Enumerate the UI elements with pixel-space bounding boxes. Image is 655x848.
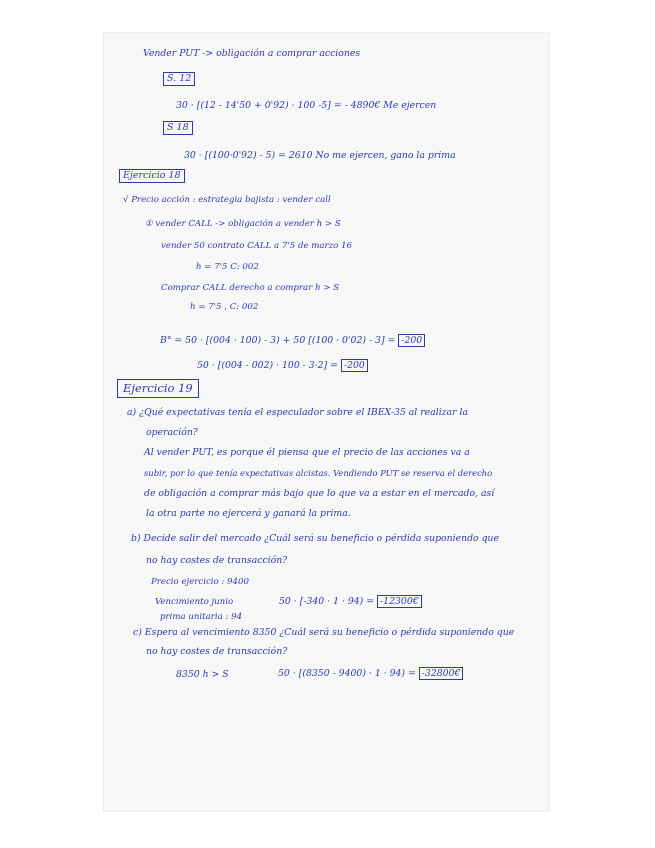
b-precio-ejercicio: Precio ejercicio : 9400 — [151, 577, 249, 587]
q-a-line-2: operación? — [146, 427, 198, 438]
c-calc-text: 50 · [(8350 - 9400) · 1 · 94) = — [278, 668, 416, 679]
ej18-line-5: Comprar CALL derecho a comprar h > S — [161, 283, 340, 293]
answer-a-line-3: de obligación a comprar más bajo que lo que va a estar en el mercado, así — [144, 488, 495, 499]
b-calc-text: 50 · [-340 · 1 · 94) = — [279, 596, 375, 607]
ej18-result-2: -200 — [341, 359, 368, 372]
ej18-line-3: vender 50 contrato CALL a 7'5 de marzo 16 — [161, 241, 353, 251]
ej18-line-2: ① vender CALL -> obligación a vender h > S — [145, 219, 341, 229]
ej18-calc-1-text: B° = 50 · [(004 · 100) - 3) + 50 [(100 · 0'02) - 3] = — [160, 335, 396, 346]
ej18-line-1: √ Precio acción : estrategia bajista : vender call — [123, 195, 331, 205]
c-result: -32800€ — [419, 667, 464, 680]
q-c-line-1: c) Espera al vencimiento 8350 ¿Cuál será su beneficio o pérdida suponiendo que — [133, 627, 515, 638]
b-vencimiento: Vencimiento junio — [155, 597, 234, 607]
b-calc — [279, 597, 422, 607]
ej18-line-6: h = 7'5 , C: 002 — [190, 302, 259, 312]
box-s18: S 18 — [163, 121, 193, 135]
ej18-calc-2 — [197, 361, 368, 371]
answer-a-line-2: subir, por lo que tenía expectativas alcistas. Vendiendo PUT se reserva el derecho — [144, 468, 493, 478]
box-s12: S. 12 — [163, 72, 195, 86]
b-prima: prima unitaria : 94 — [160, 612, 243, 622]
ej18-calc-2-text: 50 · [(004 - 002) · 100 - 3·2] = — [197, 360, 338, 371]
ej18-calc-1 — [160, 336, 425, 346]
answer-a-line-4: la otra parte no ejercerá y ganará la prima. — [146, 508, 351, 519]
calc-s12: 30 · [(12 - 14'50 + 0'92) · 100 -5] = - 4890€ Me ejercen — [176, 100, 437, 111]
q-a-line-1: a) ¿Qué expectativas tenía el especulador sobre el IBEX-35 al realizar la — [127, 407, 469, 418]
ejercicio-18-title: Ejercicio 18 — [119, 169, 185, 183]
line-vender-put: Vender PUT -> obligación a comprar acciones — [143, 48, 361, 59]
ej18-line-4: h = 7'5 C: 002 — [196, 262, 259, 272]
q-c-line-2: no hay costes de transacción? — [146, 646, 288, 657]
calc-s18: 30 · [(100·0'92) - 5) = 2610 No me ejercen, gano la prima — [184, 150, 456, 161]
answer-a-line-1: Al vender PUT, es porque él piensa que el precio de las acciones va a — [144, 447, 470, 458]
ej18-result-1: -200 — [398, 334, 425, 347]
c-line-1: 8350 h > S — [176, 669, 229, 680]
ejercicio-19-title: Ejercicio 19 — [117, 379, 199, 398]
c-calc — [278, 669, 463, 679]
b-result: -12300€ — [377, 595, 422, 608]
q-b-line-1: b) Decide salir del mercado ¿Cuál será su beneficio o pérdida suponiendo que — [131, 533, 500, 544]
q-b-line-2: no hay costes de transacción? — [146, 555, 288, 566]
handwritten-notes-page — [103, 32, 550, 812]
